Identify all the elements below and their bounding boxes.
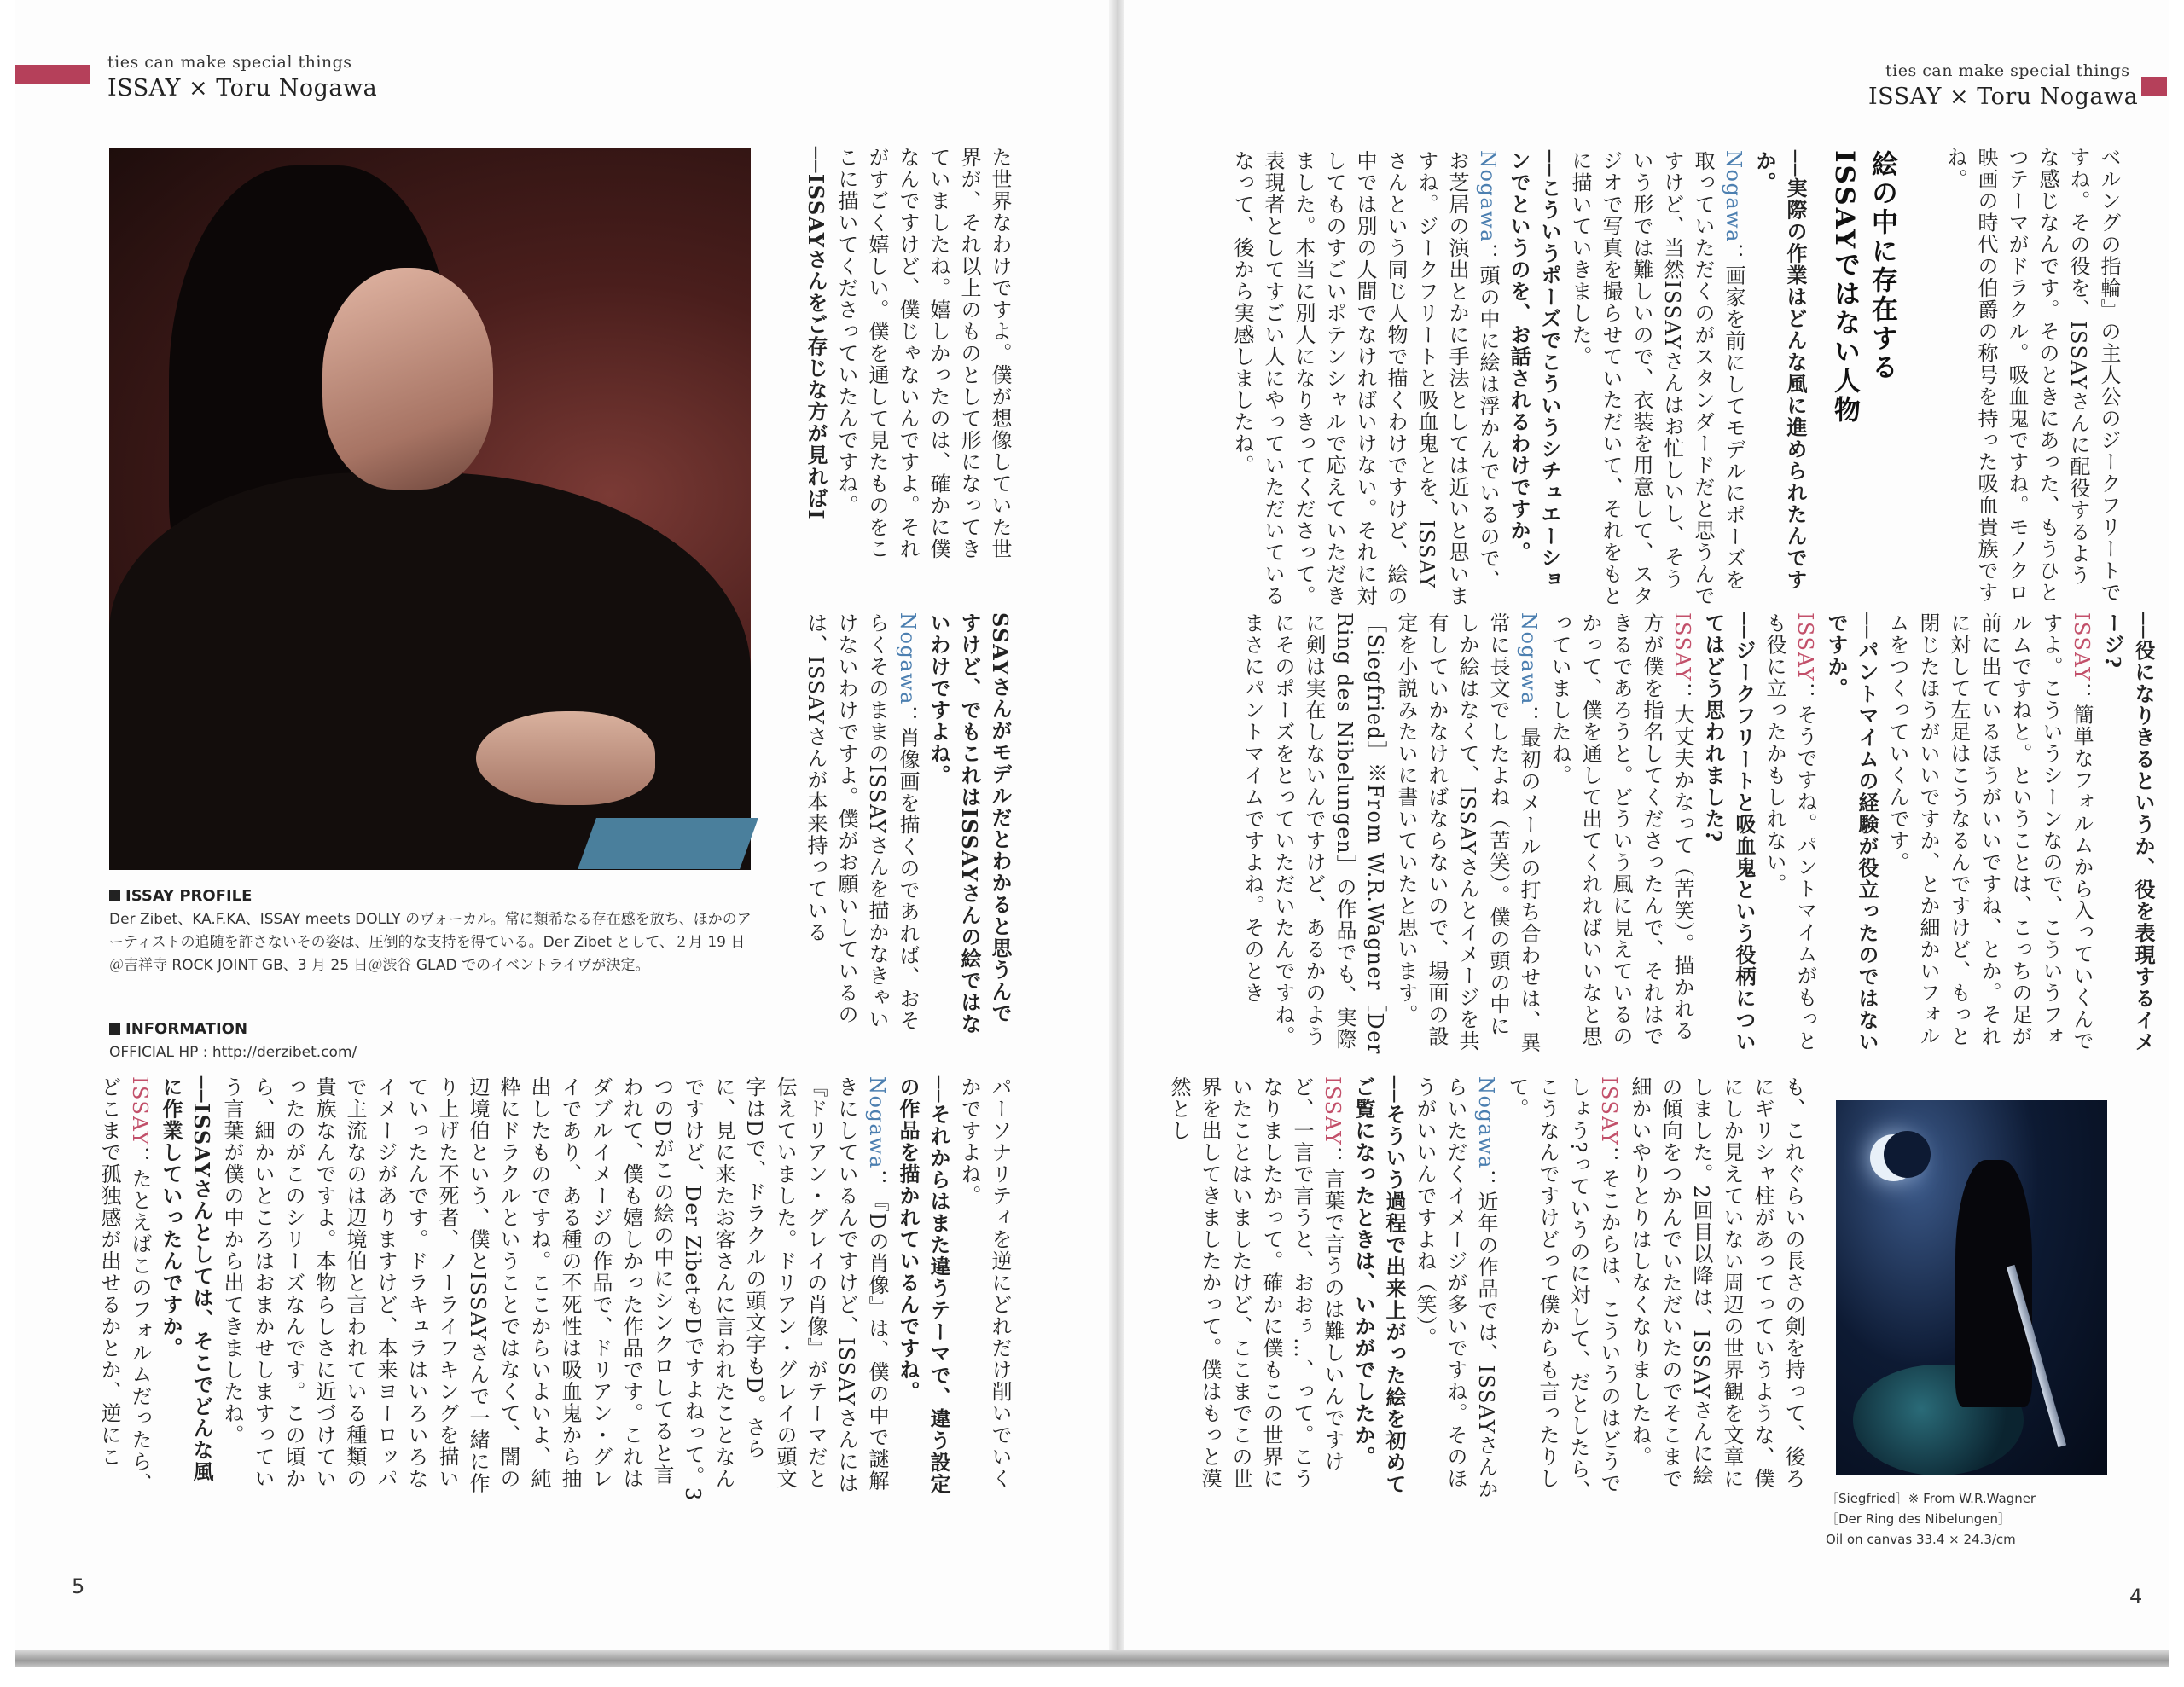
answer-text: ：肖像画を描くのであれば、おそらくそのままのISSAYさんを描かなきゃいけないわけですよ。僕がお願いしているのは、ISSAYさんが本来持っている <box>804 612 920 1032</box>
right-middle-text <box>1203 612 2158 1056</box>
question: SSAYさんがモデルだとわかると思うんですけど、でもこれはISSAYさんの絵ではないわけですよね。 <box>926 612 1013 1035</box>
page-number: 5 <box>72 1574 85 1598</box>
answer-text: ：簡単なフォルムから入っていくんですよ。こういうシーンなので、こういうフォルムですねと。ということは、こっちの足が前に出ているほうがいいですね、とか。それに対して左足はこうなるんですけど、もっと閉じたほうがいいですか、とか細かいフォルムをつくっていくんです。 <box>1885 612 2094 1052</box>
speaker-name: ISSAY <box>1597 1076 1621 1146</box>
page-gutter <box>1109 0 1124 1667</box>
left-middle-text <box>785 612 1015 1039</box>
section-heading <box>1826 150 1901 594</box>
question: ──実際の作業はどんな風に進められたんですか。 <box>1752 150 1808 591</box>
header-title: ISSAY × Toru Nogawa <box>107 75 378 101</box>
answer-text: ：たとえばこのフォルムだったら、どこまで孤独感が出せるかとか、逆にこ <box>97 1076 152 1494</box>
painting-caption-line: Oil on canvas 33.4 × 24.3/cm <box>1826 1532 2016 1547</box>
question: ──それからはまた違うテーマで、違う設定の作品を描かれているんですね。 <box>896 1076 951 1495</box>
answer-text: ：『Dの肖像』は、僕の中で謎解きにしているんですけど、ISSAYさんには『ドリアン・グレイの肖像』がテーマだと伝えていました。ドリアン・グレイの頭文字はDで、ドラクルの頭文字もD。さらに、見に来たお客さんに言われたことなんですけど、Der ZibetもDですよねって。3つのDがこの絵の中にシンクロしてると言われて、僕も嬉しかった作品です。これはダブルイメージの作品で、ドリアン・グレイであり、ある種の不死性は吸血鬼から抽出したものですね。ここからいよいよ、純粋にドラクルということではなくて、闇の辺境伯という、僕とISSAYさんで一緒に作り上げた不死者、ノーライフキングを描いていったんです。ドラキュラはいろいろなイメージがありますけど、本来ヨーロッパで主流なのは辺境伯と言われている種類の貴族なんですよ。本物らしさに近づけていったのがこのシリーズなんです。この頃から、細かいところはおまかせしますっていう言葉が僕の中から出てきましたね。 <box>220 1076 889 1502</box>
painting-caption-line: ［Siegfried］※ From W.R.Wagner <box>1826 1491 2036 1506</box>
answer-text: ：近年の作品では、ISSAYさんからいただくイメージが多いですね。そのほうがいいんですよね（笑）。 <box>1413 1076 1498 1500</box>
speaker-name: ISSAY <box>1793 612 1817 682</box>
speaker-name: Nogawa <box>1517 612 1541 705</box>
body-text: ベルングの指輪』の主人公のジークフリートですね。その役を、ISSAYさんに配役するような感じなんです。そのときにあった、もうひとつテーマがドラクル。吸血鬼ですね。モノクロ映画の時代の伯爵の称号を持った吸血貴族ですね。 <box>1943 147 2121 604</box>
speaker-name: ISSAY <box>128 1076 152 1146</box>
question: ──パントマイムの経験が役立ったのではないですか。 <box>1824 612 1879 1053</box>
painting-caption-line: ［Der Ring des Nibelungen］ <box>1826 1511 2012 1527</box>
info-body: OFFICIAL HP : http://derzibet.com/ <box>109 1044 357 1061</box>
answer-text: ：大丈夫かなって（苦笑）。描かれる方が僕を指名してくださったんで、それはできるであろうと。どういう風に見えているのかって、僕を通して出てくれればいいなと思っていましたね。 <box>1548 612 1694 1047</box>
profile-body: Der Zibet、KA.F.KA、ISSAY meets DOLLY のヴォーカル。常に類希なる存在感を放ち、ほかのアーティストの追随を許さないその姿は、圧倒的な支持を得ている。Der Zibet として、２月 19 日＠吉祥寺 ROCK JOINT GB、3 月 25 日＠渋谷 GLAD でのイベントライヴが決定。 <box>109 911 752 974</box>
painting-caption <box>1826 1488 2036 1550</box>
question: ──役になりきるというか、役を表現するイメージ? <box>2100 612 2156 1053</box>
question: ──こういうポーズでこういうシチュエーションでというのを、お話されるわけですか。 <box>1507 150 1562 591</box>
right-intro-text <box>1920 147 2124 607</box>
info-title: INFORMATION <box>125 1020 248 1038</box>
answer-text: ：画家を前にしてモデルにポーズを取っていただくのがスタンダードだと思うんですけど、当然ISSAYさんはお忙しいし、そういう形では難しいので、衣装を用意して、スタジオで写真を撮らせていただいて、それをもとに描いていきました。 <box>1568 150 1745 607</box>
siegfried-painting <box>1836 1100 2107 1475</box>
speaker-name: ISSAY <box>2070 612 2094 682</box>
body-text: た世界なわけですよ。僕が想像していた世界が、それ以上のものとして形になってきていましたね。嬉しかったのは、確かに僕なんですけど、僕じゃないんですよ。それがすごく嬉しい。僕を通して見たものをここに描いてくださっていたんですね。 <box>834 147 1012 560</box>
answer-text: ：言葉で言うのは難しいんですけど、一言で言うと、おおぅ…、って。こうなりましたかって。確かに僕もこの世界にいたことはいましたけど、ここまでこの世界を出してきましたかって。僕はもっと漠然とし <box>1167 1076 1345 1490</box>
answer-text: ：頭の中に絵は浮かんでいるので、お芝居の演出とかに手法としては近いと思いますね。ジークフリートと吸血鬼とを、ISSAYさんという同じ人物で描くわけですけど、絵の中では別の人間でなければいけない。それに対してものすごいポテンシャルで応えていただきました。本当に別人になりきってくださって。表現者としてすごい人にやっていただいているなって、後から実感しましたね。 <box>1230 150 1500 607</box>
heading-line-2: ISSAYではない人物 <box>1829 150 1860 426</box>
page-number: 4 <box>2129 1585 2143 1609</box>
header-title: ISSAY × Toru Nogawa <box>1868 84 2139 110</box>
information-caption <box>109 1020 758 1064</box>
question: ──ISSAYさんとしては、そこでどんな風に作業していったんですか。 <box>159 1076 214 1483</box>
speaker-name: Nogawa <box>1722 150 1745 243</box>
right-upper-text <box>1203 150 1810 611</box>
speaker-name: ISSAY <box>1321 1076 1345 1146</box>
right-lower-text <box>1167 1076 1809 1503</box>
body-text: パーソナリティを逆にどれだけ削いでいくかですよね。 <box>957 1076 1012 1490</box>
question: ──ISSAYさんをご存じな方が見ればI <box>804 147 828 521</box>
speaker-name: Nogawa <box>1476 150 1500 243</box>
question: ──そういう過程で出来上がった絵を初めてご覧になったときは、いかがでしたか。 <box>1351 1076 1407 1495</box>
speaker-name: Nogawa <box>865 1076 889 1169</box>
header-subtitle: ties can make special things <box>1885 61 2130 80</box>
left-upper-text <box>785 147 1015 573</box>
issay-profile-caption <box>109 887 758 977</box>
speaker-name: Nogawa <box>896 612 920 705</box>
issay-portrait-photo <box>109 148 751 870</box>
header-accent-tab-left <box>15 65 90 84</box>
page-edge-shadow <box>15 1650 2169 1667</box>
profile-title: ISSAY PROFILE <box>125 887 253 905</box>
header-accent-tab-right <box>2141 77 2167 96</box>
question: ──ジークフリートと吸血鬼という役柄についてはどう思われました? <box>1701 612 1757 1053</box>
answer-text: ：そうですね。パントマイムがもっとも役に立ったかもしれない。 <box>1763 612 1817 1052</box>
speaker-name: ISSAY <box>1670 612 1694 682</box>
answer-text: ：そこからは、こういうのはどうでしょう?っていうのに対して、だとしたら、こうなんですけどって僕からも言ったりして。 <box>1505 1076 1621 1502</box>
heading-line-1: 絵の中に存在する <box>1867 150 1897 382</box>
answer-text: ：最初のメールの打ち合わせは、異常に長文でしたよね（苦笑）。僕の頭の中にしか絵はなくて、ISSAYさんとイメージを共有していかなければならないので、場面の設定を小説みたいに書いていたと思います。［Siegfried］※From W.R.Wagner［Der Ring des Nibelungen］の作品でも、実際に剣は実在しないんですけど、あるかのようにそのポーズをとっていただいたんですね。まさにパントマイムですよね。そのとき <box>1240 612 1541 1055</box>
left-lower-text <box>97 1076 1015 1503</box>
speaker-name: Nogawa <box>1474 1076 1498 1169</box>
body-text: も、これぐらいの長さの剣を持って、後ろにギリシャ柱があってっていうような、僕にしか見えていない周辺の世界観を文章にしました。2回目以降は、ISSAYさんに絵の傾向をつかんでいただいたのでそこまで細かいやりとりはしなくなりましたね。 <box>1628 1076 1805 1490</box>
header-subtitle: ties can make special things <box>107 53 352 72</box>
